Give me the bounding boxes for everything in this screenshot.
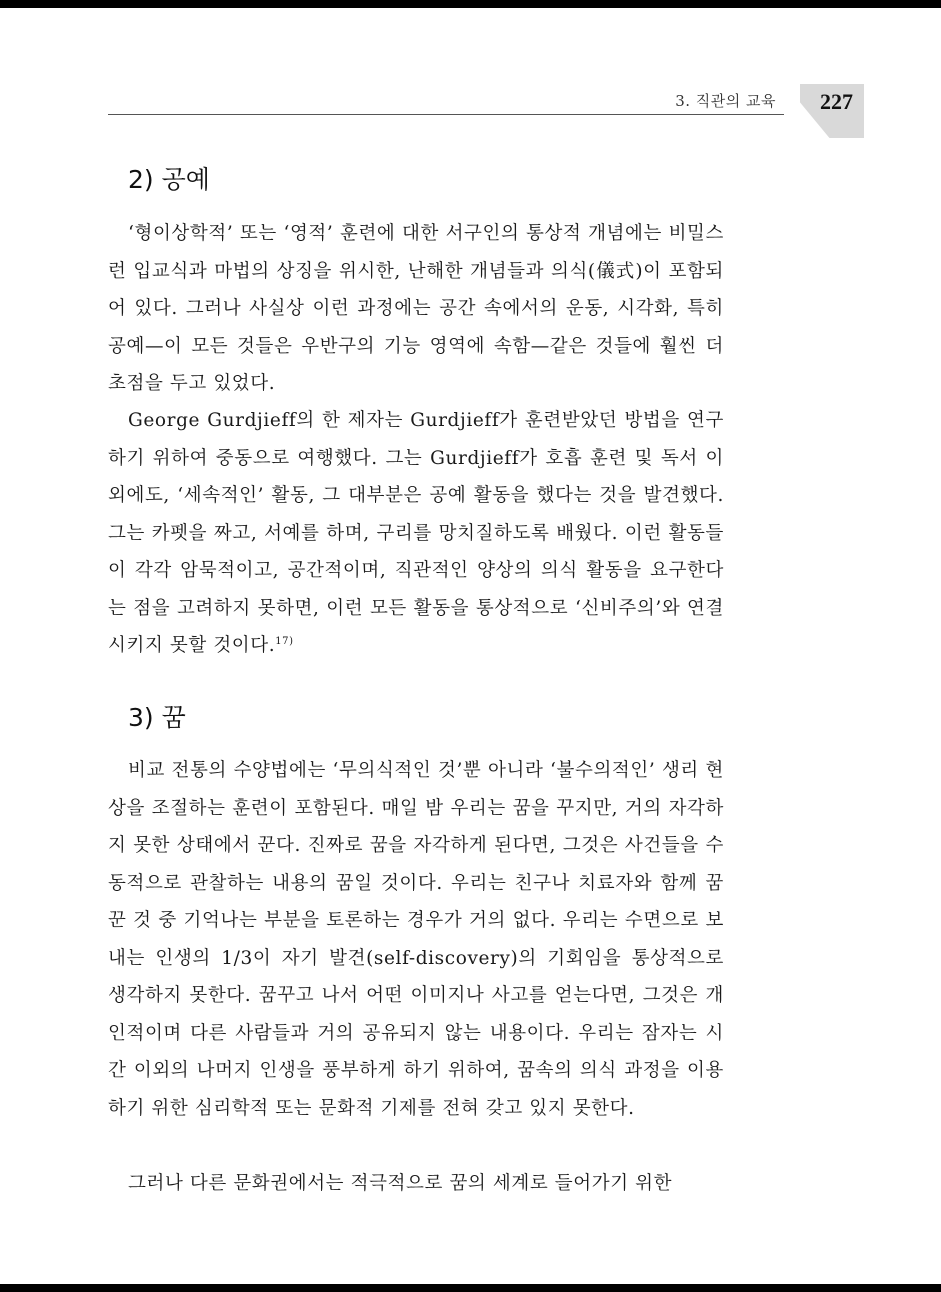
- page-number: 227: [820, 89, 853, 114]
- top-border: [0, 0, 941, 8]
- section-heading-crafts: 2) 공예: [128, 165, 210, 194]
- paragraph: 비교 전통의 수양법에는 ‘무의식적인 것’뿐 아니라 ‘불수의적인’ 생리 현상을 조절하는 훈련이 포함된다. 매일 밤 우리는 꿈을 꾸지만, 거의 자각하지 못한 상태에서 꾼다. 진짜로 꿈을 자각하게 된다면, 그것은 사건들을 수동적으로 관찰하는 내용의 꿈일 것이다. 우리는 친구나 치료자와 함께 꿈꾼 것 중 기억나는 부분을 토론하는 경우가 거의 없다. 우리는 수면으로 보내는 인생의 1/3이 자기 발견(self-discovery)의 기회임을 통상적으로 생각하지 못한다. 꿈꾸고 나서 어떤 이미지나 사고를 얻는다면, 그것은 개인적이며 다른 사람들과 거의 공유되지 않는 내용이다. 우리는 잠자는 시간 이외의 나머지 인생을 풍부하게 하기 위하여, 꿈속의 의식 과정을 이용하기 위한 심리학적 또는 문화적 기제를 전혀 갖고 있지 못한다.: [108, 760, 724, 1119]
- paragraph-text: George Gurdjieff의 한 제자는 Gurdjieff가 훈련받았던 방법을 연구하기 위하여 중동으로 여행했다. 그는 Gurdjieff가 호흡 훈련 및 독서 이외에도, ‘세속적인’ 활동, 그 대부분은 공예 활동을 했다는 것을 발견했다. 그는 카펫을 짜고, 서예를 하며, 구리를 망치질하도록 배웠다. 이런 활동들이 각각 암묵적이고, 공간적이며, 직관적인 양상의 의식 활동을 요구한다는 점을 고려하지 못하면, 이런 모든 활동을 통상적으로 ‘신비주의’와 연결시키지 못할 것이다.: [108, 410, 724, 656]
- section-heading-dreams: 3) 꿈: [128, 703, 186, 732]
- paragraph-with-footnote: [108, 402, 724, 665]
- running-header: [108, 88, 784, 115]
- paragraph: ‘형이상학적’ 또는 ‘영적’ 훈련에 대한 서구인의 통상적 개념에는 비밀스런 입교식과 마법의 상징을 위시한, 난해한 개념들과 의식(儀式)이 포함되어 있다. 그러나 사실상 이런 과정에는 공간 속에서의 운동, 시각화, 특히 공예—이 모든 것들은 우반구의 기능 영역에 속함—같은 것들에 훨씬 더 초점을 두고 있었다.: [108, 223, 724, 394]
- bottom-border: [0, 1284, 941, 1292]
- chapter-title: 3. 직관의 교육: [675, 92, 776, 110]
- paragraph: 그러나 다른 문화권에서는 적극적으로 꿈의 세계로 들어가기 위한: [128, 1173, 673, 1194]
- footnote-marker: 17): [275, 635, 294, 647]
